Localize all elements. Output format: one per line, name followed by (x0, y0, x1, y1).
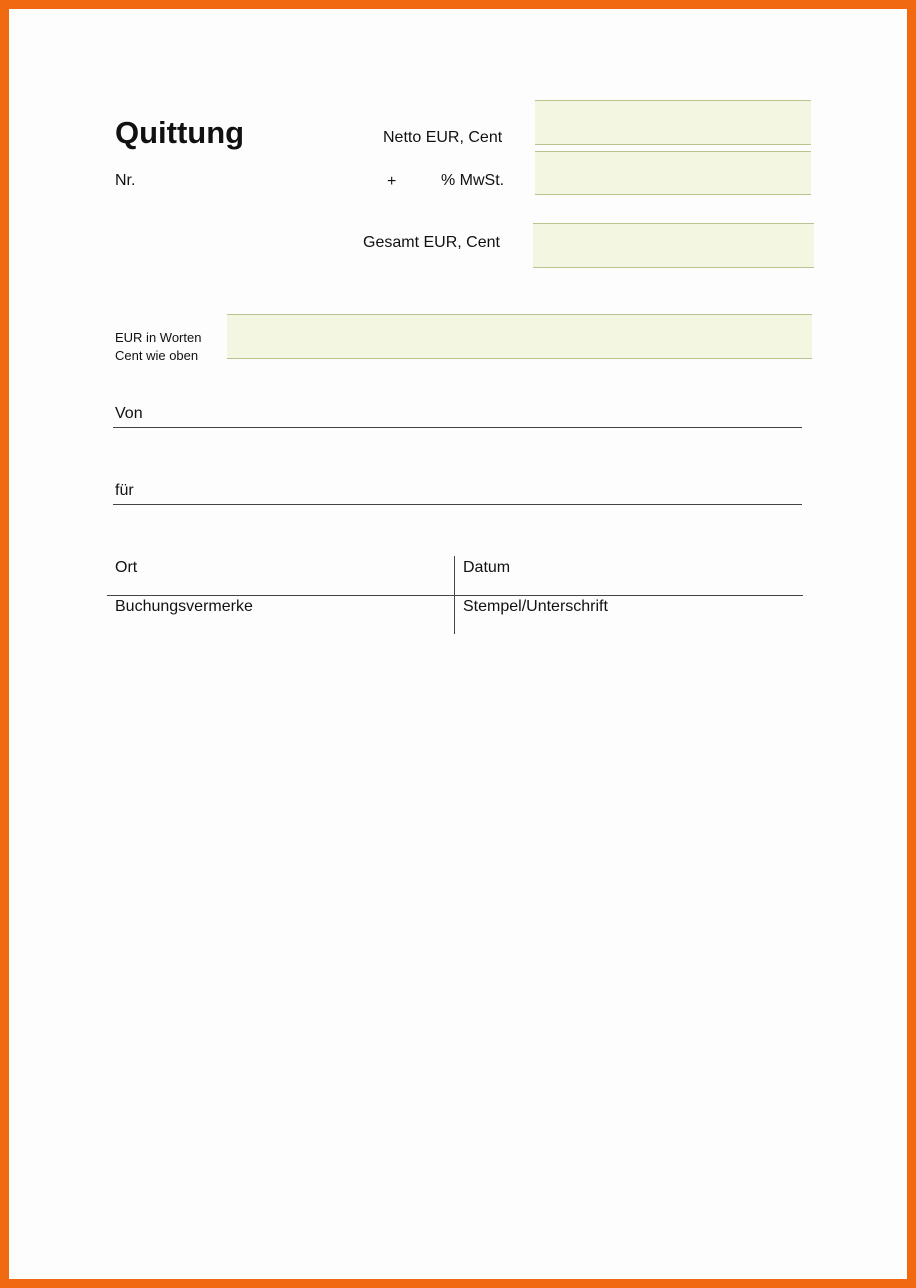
mwst-field[interactable] (535, 151, 811, 195)
gesamt-field[interactable] (533, 223, 814, 268)
worten-label-line1: EUR in Worten (115, 330, 202, 345)
table-row-divider (107, 595, 803, 596)
datum-label: Datum (463, 559, 511, 576)
nr-label: Nr. (115, 172, 136, 189)
worten-field[interactable] (227, 314, 812, 359)
von-line[interactable] (113, 427, 802, 428)
von-label: Von (115, 405, 143, 422)
mwst-label: % MwSt. (441, 172, 505, 189)
netto-label: Netto EUR, Cent (383, 129, 503, 146)
fuer-label: für (115, 482, 134, 499)
ort-label: Ort (115, 559, 138, 576)
page-title: Quittung (115, 115, 245, 150)
buchungsvermerke-label: Buchungsvermerke (115, 598, 253, 615)
netto-field[interactable] (535, 100, 811, 145)
stempel-unterschrift-label: Stempel/Unterschrift (463, 598, 608, 615)
gesamt-label: Gesamt EUR, Cent (363, 234, 500, 251)
fuer-line[interactable] (113, 504, 802, 505)
plus-sign: + (387, 173, 397, 190)
worten-label-line2: Cent wie oben (115, 348, 199, 363)
